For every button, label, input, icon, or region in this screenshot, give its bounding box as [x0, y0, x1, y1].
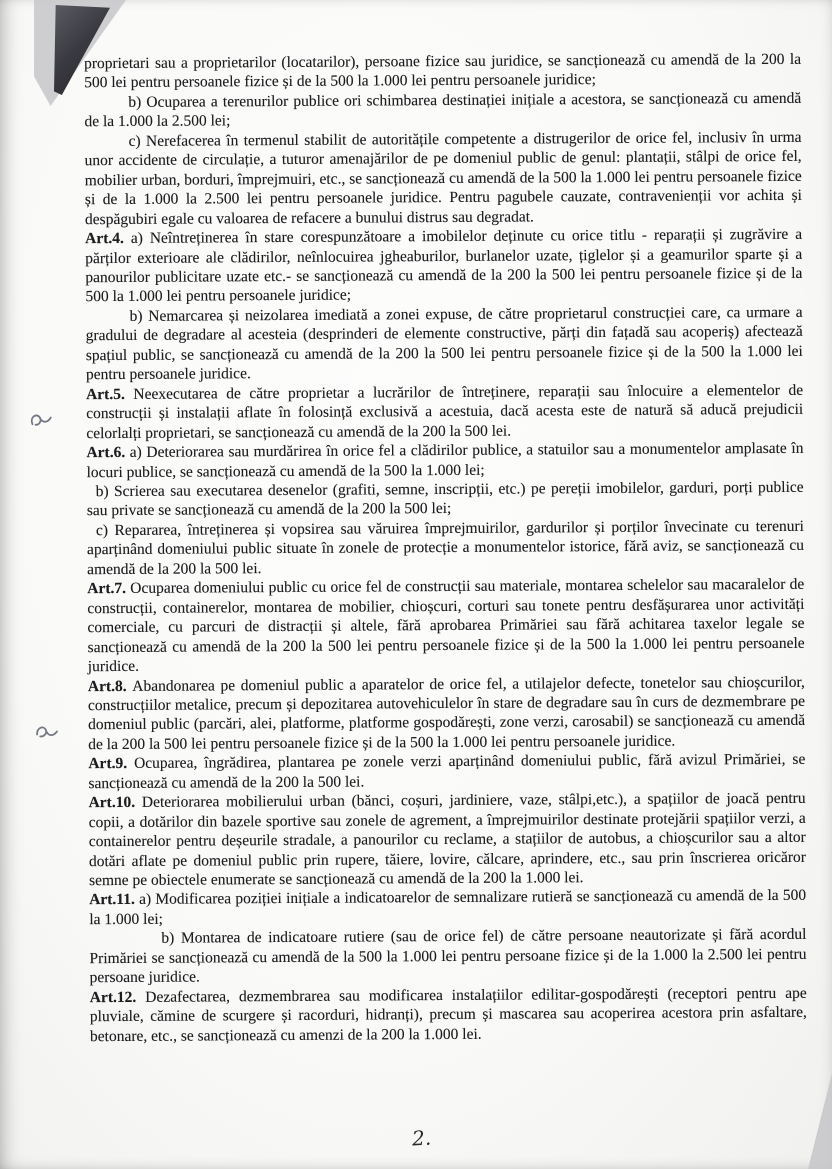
article-label: Art.11. — [89, 891, 140, 909]
article-label: Art.4. — [85, 229, 131, 248]
paragraph: c) Nerefacerea în termenul stabilit de autoritățile competente a distrugerilor de orice fel, inclusiv în urma unor accidente de circulație, a tuturor amenajărilor de pe domeniul public de genul: plantații, stâlpi de orice fel, mobilier urban, borduri, împrejmuiri, etc., se sancționează cu amendă de la 500 la 1.000 lei pentru persoanele fizice și de la 1.000 la 2.500 lei pentru persoanele juridice. Pentru pagubele cauzate, contravenienții vor achita și despăgubiri egale cu valoarea de refacere a bunului distrus sau degradat. — [84, 128, 802, 228]
article-label: Art.8. — [87, 677, 133, 695]
paragraph: b) Ocuparea a terenurilor publice ori schimbarea destinației inițiale a acestora, se sancționează cu amendă de la 1.000 la 2.500 lei; — [84, 89, 802, 131]
document-body — [84, 50, 807, 1046]
article-label: Art.7. — [87, 580, 131, 598]
pen-mark-icon — [27, 408, 56, 431]
paragraph: c) Repararea, întreținerea și vopsirea sau văruirea împrejmuirilor, gardurilor și porților învecinate cu terenuri aparținând domeniului public situate în zonele de protecție a monumentelor istorice, fără aviz, se sancționează cu amendă de la 200 la 500 lei. — [86, 517, 805, 578]
paragraph: Art.11. a) Modificarea poziției inițiale a indicatoarelor de semnalizare rutieră se sancționează cu amendă de la 500 la 1.000 lei; — [89, 887, 807, 929]
article-label: Art.6. — [86, 443, 130, 462]
paragraph: b) Nemarcarea și neizolarea imediată a zonei expuse, de către proprietarul construcției care, ca urmare a gradului de degradare al acesteia (desprinderi de elemente constructive, părți din fațadă sau acoperiș) afectează spațiul public, se sancționează cu amendă de la 200 la 500 lei pentru persoanele fizice și de la 500 la 1.000 lei pentru persoanele juridice. — [85, 303, 803, 384]
paragraph: Art.5. Neexecutarea de către proprietar a lucrărilor de întreținere, reparații sau înlocuire a elementelor de construcții și instalații aflate în folosință exclusivă a acestuia, dacă acesta este de natură să aducă prejudicii celorlalți proprietari, se sancționează cu amendă de la 200 la 500 lei. — [86, 381, 804, 442]
paragraph: Art.6. a) Deteriorarea sau murdărirea în orice fel a clădirilor publice, a statuilor sau a monumentelor amplasate în locuri publice, se sancționează cu amendă de la 500 la 1.000 lei; — [86, 439, 804, 481]
article-label: Art.10. — [88, 794, 142, 812]
paragraph: Art.4. a) Neîntreținerea în stare corespunzătoare a imobilelor deținute cu orice titlu - reparații și zugrăvire a părților exterioare ale clădirilor, neînlocuirea jgheaburilor, burlanelor uzate, țiglelor și a geamurilor sparte și a panourilor publicitare uzate etc.- se sancționează cu amendă de la 200 la 500 lei pentru persoanele fizice și de la 500 la 1.000 lei pentru persoanele juridice; — [85, 225, 803, 306]
paragraph: Art.10. Deteriorarea mobilierului urban (bănci, coșuri, jardiniere, vaze, stâlpi,etc.), a spațiilor de joacă pentru copii, a dotărilor din bazele sportive sau zonele de agrement, a împrejmuirilor destinate protejării spațiilor verzi, a containerelor pentru deșeurile stradale, a panourilor cu reclame, a stațiilor de autobus, a chioșcurilor sau a altor dotări aflate pe domeniul public prin rupere, tăiere, lovire, călcare, aprindere, etc., sau prin înscrierea oricăror semne pe obiectele enumerate se sancționează cu amendă de la 200 la 1.000 lei. — [88, 790, 806, 890]
pen-mark-icon — [33, 721, 60, 742]
paragraph: b) Scrierea sau executarea desenelor (grafiti, semne, inscripții, etc.) pe pereții imobilelor, garduri, porți publice sau private se sancționează cu amendă de la 200 la 500 lei; — [86, 478, 804, 520]
article-label: Art.12. — [89, 988, 146, 1006]
paragraph: Art.7. Ocuparea domeniului public cu orice fel de construcții sau materiale, montarea schelelor sau macaralelor de construcții, containerelor, montarea de mobilier, chioșcuri, corturi sau tonete pentru desfășurarea unor activități comerciale, cu parcuri de distracții și altele, fără aprobarea Primăriei sau fără achitarea taxelor legale se sancționează cu amendă de la 200 la 500 lei pentru persoanele fizice și de la 500 la 1.000 lei pentru persoanele juridice. — [87, 576, 805, 676]
paragraph: Art.8. Abandonarea pe domeniul public a aparatelor de orice fel, a utilajelor defecte, tonetelor sau chioșcurilor, construcțiilor metalice, precum și depozitarea autovehiculelor în stare de degradare sau în curs de dezmembrare pe domeniul public (parcări, alei, platforme, platforme gospodărești, zone verzi, carosabil) se sancționează cu amendă de la 200 la 500 lei pentru persoanele fizice și de la 500 la 1.000 lei pentru persoanele juridice. — [87, 673, 806, 754]
article-label: Art.5. — [86, 385, 134, 403]
paragraph: b) Montarea de indicatoare rutiere (sau de orice fel) de către persoane neautorizate și fără acordul Primăriei se sancționează cu amendă de la 500 la 1.000 lei pentru persoane fizice și de la 1.000 la 2.500 lei pentru persoane juridice. — [89, 926, 807, 987]
article-label: Art.9. — [88, 755, 135, 773]
page-number: 2. — [411, 1125, 432, 1151]
paragraph: Art.12. Dezafectarea, dezmembrarea sau modificarea instalațiilor edilitar-gospodărești (receptori pentru ape pluviale, cămine de scurgere și racorduri, hidranți), precum și mascarea sau acoperirea acestora prin asfaltare, betonare, etc., se sancționează cu amenzi de la 200 la 1.000 lei. — [89, 984, 807, 1045]
paragraph: proprietari sau a proprietarilor (locatarilor), persoane fizice sau juridice, se sancționează cu amendă de la 200 la 500 lei pentru persoanele fizice și de la 500 la 1.000 lei pentru persoanele juridice; — [84, 50, 802, 92]
paragraph: Art.9. Ocuparea, îngrădirea, plantarea pe zonele verzi aparținând domeniului public, fără avizul Primăriei, se sancționează cu amendă de la 200 la 500 lei. — [88, 751, 806, 792]
scan-edge-bottom-right — [808, 1073, 832, 1169]
